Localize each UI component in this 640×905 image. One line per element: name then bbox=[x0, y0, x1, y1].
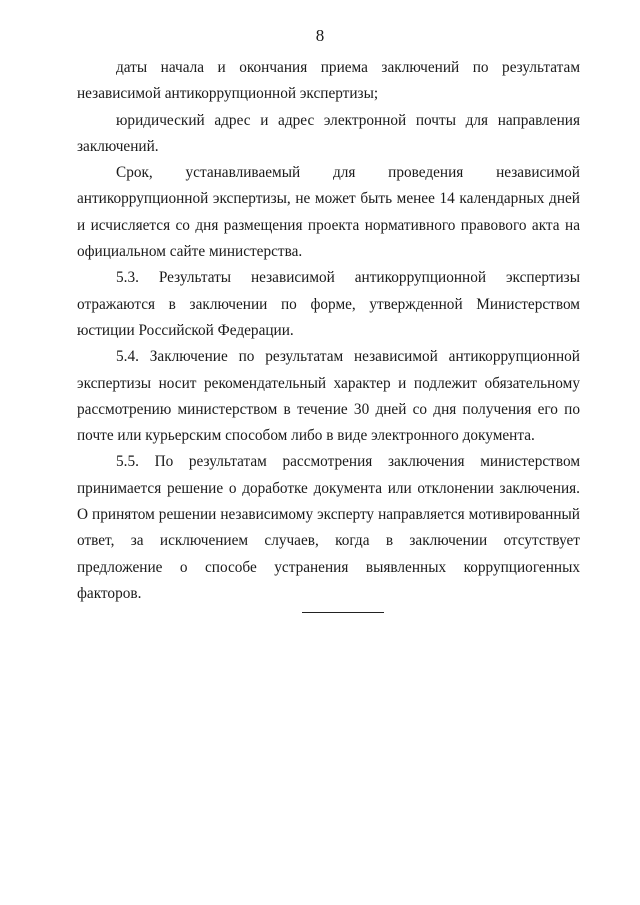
page-number: 8 bbox=[315, 26, 325, 45]
paragraph-list-item-address: юридический адрес и адрес электронной почты для направления заключений. bbox=[77, 111, 580, 155]
paragraph-5-5: 5.5. По результатам рассмотрения заключения министерством принимается решение о доработке документа или отклонении заключения. О принятом решении независимому эксперту направляется мотивированный ответ, за исключением случаев, когда в заключении отсутствует предложение о способе устранения выявленных коррупциогенных факторов. bbox=[77, 453, 580, 602]
paragraph-5-4: 5.4. Заключение по результатам независимой антикоррупционной экспертизы носит рекомендательный характер и подлежит обязательному рассмотрению министерством в течение 30 дней со дня получения его по почте или курьерским способом либо в виде электронного документа. bbox=[77, 348, 580, 445]
paragraph-term: Срок, устанавливаемый для проведения независимой антикоррупционной экспертизы, не может быть менее 14 календарных дней и исчисляется со дня размещения проекта нормативного правового акта на официальном сайте министерства. bbox=[77, 164, 580, 261]
paragraph-5-3: 5.3. Результаты независимой антикоррупционной экспертизы отражаются в заключении по форме, утвержденной Министерством юстиции Российской Федерации. bbox=[77, 269, 580, 339]
end-separator-line bbox=[302, 612, 384, 613]
document-body bbox=[77, 55, 580, 607]
paragraph-list-item-dates: даты начала и окончания приема заключений по результатам независимой антикоррупционной экспертизы; bbox=[77, 59, 580, 103]
